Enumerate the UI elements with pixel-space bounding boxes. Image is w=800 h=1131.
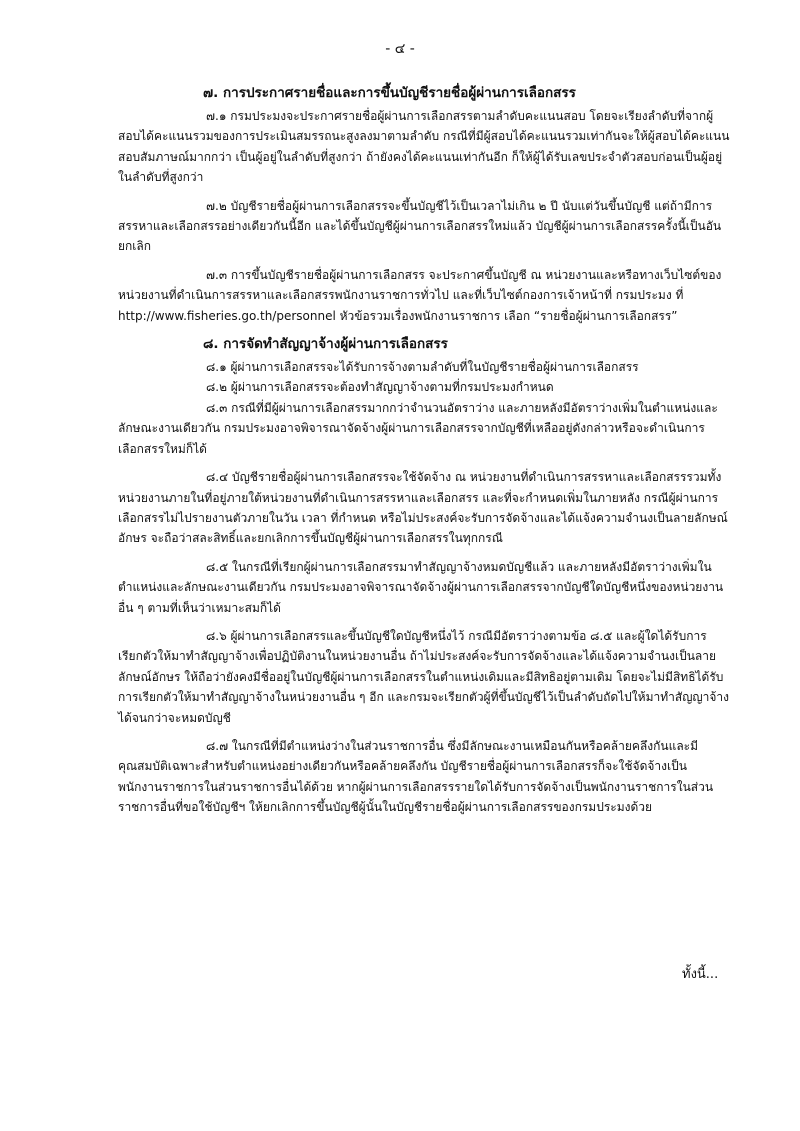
clause-8-4: ๘.๔ บัญชีรายชื่อผู้ผ่านการเลือกสรรจะใช้จัดจ้าง ณ หน่วยงานที่ดำเนินการสรรหาและเลือกสรรรวมทั้งหน่วยงานภายในที่อยู่ภายใต้หน่วยงานที่ดำเนินการสรรหาและเลือกสรร และที่จะกำหนดเพิ่มในภายหลัง กรณีผู้ผ่านการเลือกสรรไม่ไปรายงานตัวภายในวัน เวลา ที่กำหนด หรือไม่ประสงค์จะรับการจัดจ้างและได้แจ้งความจำนงเป็นลายลักษณ์อักษร จะถือว่าสละสิทธิ์และยกเลิกการขึ้นบัญชีผู้ผ่านการเลือกสรรในทุกกรณี xyxy=(118,470,728,546)
clause-7-3: ๗.๓ การขึ้นบัญชีรายชื่อผู้ผ่านการเลือกสรร จะประกาศขึ้นบัญชี ณ หน่วยงานและหรือทางเว็บไซต์ของหน่วยงานที่ดำเนินการสรรหาและเลือกสรรพนักงานราชการทั่วไป และที่เว็บไซต์กองการเจ้าหน้าที่ กรมประมง ที่ http://www.fisheries.go.th/personnel หัวข้อรวมเรื่องพนักงานราชการ เลือก “รายชื่อผู้ผ่านการเลือกสรร” xyxy=(118,267,722,323)
clause-7-1: ๗.๑ กรมประมงจะประกาศรายชื่อผู้ผ่านการเลือกสรรตามลำดับคะแนนสอบ โดยจะเรียงลำดับที่จากผู้สอบได้คะแนนรวมของการประเมินสมรรถนะสูงลงมาตามลำดับ กรณีที่มีผู้สอบได้คะแนนรวมเท่ากันจะให้ผู้สอบได้คะแนนสอบสัมภาษณ์มากกว่า เป็นผู้อยู่ในลำดับที่สูงกว่า ถ้ายังคงได้คะแนนเท่ากันอีก ก็ให้ผู้ได้รับเลขประจำตัวสอบก่อนเป็นผู้อยู่ในลำดับที่สูงกว่า xyxy=(118,109,730,185)
section-8-heading: ๘. การจัดทำสัญญาจ้างผู้ผ่านการเลือกสรร xyxy=(203,336,448,353)
clause-8-1: ๘.๑ ผู้ผ่านการเลือกสรรจะได้รับการจ้างตามลำดับที่ในบัญชีรายชื่อผู้ผ่านการเลือกสรร xyxy=(206,360,639,375)
clause-8-6: ๘.๖ ผู้ผ่านการเลือกสรรและขึ้นบัญชีใดบัญชีหนึ่งไว้ กรณีมีอัตราว่างตามข้อ ๘.๕ และผู้ใดได้รับการเรียกตัวให้มาทำสัญญาจ้างเพื่อปฏิบัติงานในหน่วยงานอื่น ถ้าไม่ประสงค์จะรับการจัดจ้างและได้แจ้งความจำนงเป็นลายลักษณ์อักษร ให้ถือว่ายังคงมีชื่ออยู่ในบัญชีผู้ผ่านการเลือกสรรในตำแหน่งเดิมและมีสิทธิอยู่ตามเดิม โดยจะไม่มีสิทธิได้รับการเรียกตัวให้มาทำสัญญาจ้างในหน่วยงานอื่น ๆ อีก และกรมจะเรียกตัวผู้ที่ขึ้นบัญชีไว้เป็นลำดับถัดไปให้มาทำสัญญาจ้างได้จนกว่าจะหมดบัญชี xyxy=(118,628,730,725)
document-body xyxy=(118,83,730,826)
clause-8-7: ๘.๗ ในกรณีที่มีตำแหน่งว่างในส่วนราชการอื่น ซึ่งมีลักษณะงานเหมือนกันหรือคล้ายคลึงกันและมีคุณสมบัติเฉพาะสำหรับตำแหน่งอย่างเดียวกันหรือคล้ายคลึงกัน บัญชีรายชื่อผู้ผ่านการเลือกสรรก็จะใช้จัดจ้างเป็นพนักงานราชการในส่วนราชการอื่นได้ด้วย หากผู้ผ่านการเลือกสรรรายใดได้รับการจัดจ้างเป็นพนักงานราชการในส่วนราชการอื่นที่ขอใช้บัญชีฯ ให้ยกเลิกการขึ้นบัญชีผู้นั้นในบัญชีรายชื่อผู้ผ่านการเลือกสรรของกรมประมงด้วย xyxy=(118,738,714,815)
section-7-heading: ๗. การประกาศรายชื่อและการขึ้นบัญชีรายชื่อผู้ผ่านการเลือกสรร xyxy=(203,85,576,101)
clause-8-3: ๘.๓ กรณีที่มีผู้ผ่านการเลือกสรรมากกว่าจำนวนอัตราว่าง และภายหลังมีอัตราว่างเพิ่มในตำแหน่งและลักษณะงานเดียวกัน กรมประมงอาจพิจารณาจัดจ้างผู้ผ่านการเลือกสรรจากบัญชีที่เหลืออยู่ดังกล่าวหรือจะดำเนินการเลือกสรรใหม่ก็ได้ xyxy=(118,400,718,456)
clause-8-5: ๘.๕ ในกรณีที่เรียกผู้ผ่านการเลือกสรรมาทำสัญญาจ้างหมดบัญชีแล้ว และภายหลังมีอัตราว่างเพิ่มในตำแหน่งและลักษณะงานเดียวกัน กรมประมงอาจพิจารณาจัดจ้างผู้ผ่านการเลือกสรรจากบัญชีใดบัญชีหนึ่งของหน่วยงานอื่น ๆ ตามที่เห็นว่าเหมาะสมก็ได้ xyxy=(118,559,724,615)
continuation-marker: ทั้งนี้... xyxy=(682,967,719,982)
clause-8-2: ๘.๒ ผู้ผ่านการเลือกสรรจะต้องทำสัญญาจ้างตามที่กรมประมงกำหนด xyxy=(206,380,554,395)
page-number: - ๔ - xyxy=(385,41,415,57)
clause-7-2: ๗.๒ บัญชีรายชื่อผู้ผ่านการเลือกสรรจะขึ้นบัญชีไว้เป็นเวลาไม่เกิน ๒ ปี นับแต่วันขึ้นบัญชี แต่ถ้ามีการสรรหาและเลือกสรรอย่างเดียวกันนี้อีก และได้ขึ้นบัญชีผู้ผ่านการเลือกสรรใหม่แล้ว บัญชีผู้ผ่านการเลือกสรรครั้งนี้เป็นอันยกเลิก xyxy=(118,198,722,254)
